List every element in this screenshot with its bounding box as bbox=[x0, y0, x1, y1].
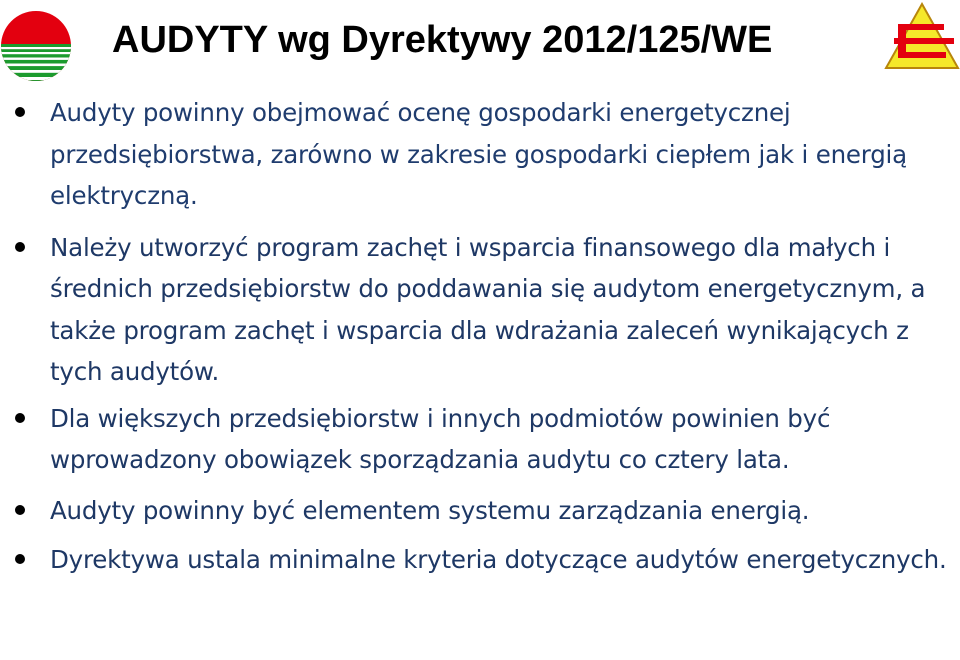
slide-title: AUDYTY wg Dyrektywy 2012/125/WE bbox=[112, 19, 773, 61]
sun-sea-logo-icon bbox=[0, 10, 72, 82]
bullet-dot bbox=[15, 505, 25, 515]
bullet-dot bbox=[15, 107, 25, 117]
bullet-item-minimum-criteria bbox=[8, 539, 948, 581]
bullet-dot bbox=[15, 413, 25, 423]
bullet-item-audit-scope bbox=[8, 92, 948, 217]
bullet-item-large-enterprises bbox=[8, 398, 948, 481]
bullet-list bbox=[8, 92, 948, 581]
bullet-text: Należy utworzyć program zachęt i wsparcia finansowego dla małych i średnich przedsiębiorstw do poddawania się audytom energetycznym, a także program zachęt i wsparcia dla wdrażania zaleceń wynikających z tych audytów. bbox=[50, 232, 926, 386]
bullet-item-energy-management bbox=[8, 490, 948, 532]
bullet-text: Audyty powinny obejmować ocenę gospodarki energetycznej przedsiębiorstwa, zarówno w zakresie gospodarki ciepłem jak i energią elektryczną. bbox=[50, 98, 907, 210]
bullet-dot bbox=[15, 242, 25, 252]
bullet-text: Dyrektywa ustala minimalne kryteria dotyczące audytów energetycznych. bbox=[50, 545, 947, 574]
bullet-text: Dla większych przedsiębiorstw i innych podmiotów powinien być wprowadzony obowiązek sporządzania audytu co cztery lata. bbox=[50, 403, 831, 474]
triangle-e-logo-icon bbox=[884, 2, 960, 70]
bullet-item-sme-incentives bbox=[8, 227, 948, 393]
bullet-dot bbox=[15, 554, 25, 564]
bullet-text: Audyty powinny być elementem systemu zarządzania energią. bbox=[50, 495, 810, 525]
